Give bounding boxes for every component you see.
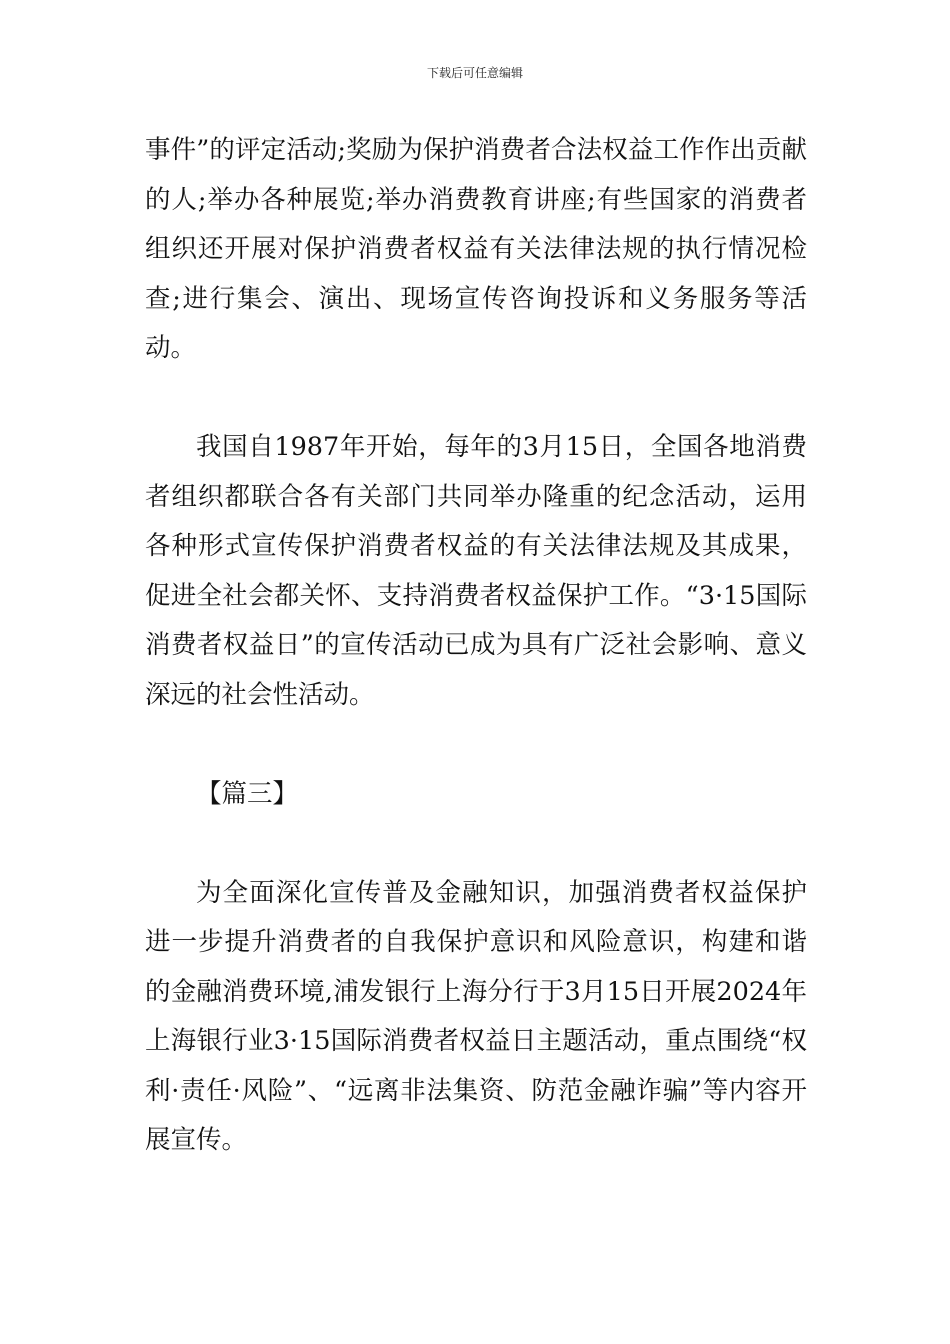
paragraph-activities: 事件”的评定活动;奖励为保护消费者合法权益工作作出贡献的人;举办各种展览;举办消费教育讲座;有些国家的消费者组织还开展对保护消费者权益有关法律法规的执行情况检查;进行集会、演出、现场宣传咨询投诉和义务服务等活动。 (145, 135, 807, 363)
paragraph-china-315: 我国自1987年开始，每年的3月15日，全国各地消费者组织都联合各有关部门共同举办隆重的纪念活动，运用各种形式宣传保护消费者权益的有关法律法规及其成果，促进全社会都关怀、支持消费者权益保护工作。“3·15国际消费者权益日”的宣传活动已成为具有广泛社会影响、意义深远的社会性活动。 (145, 432, 807, 710)
document-body (145, 126, 807, 1166)
paragraph-spdb-event: 为全面深化宣传普及金融知识，加强消费者权益保护进一步提升消费者的自我保护意识和风险意识，构建和谐的金融消费环境,浦发银行上海分行于3月15日开展2024年上海银行业3·15国际消费者权益日主题活动，重点围绕“权利·责任·风险”、“远离非法集资、防范金融诈骗”等内容开展宣传。 (145, 877, 807, 1155)
section-heading-part-three: 【篇三】 (196, 778, 299, 809)
page-header-note: 下载后可任意编辑 (426, 66, 523, 80)
